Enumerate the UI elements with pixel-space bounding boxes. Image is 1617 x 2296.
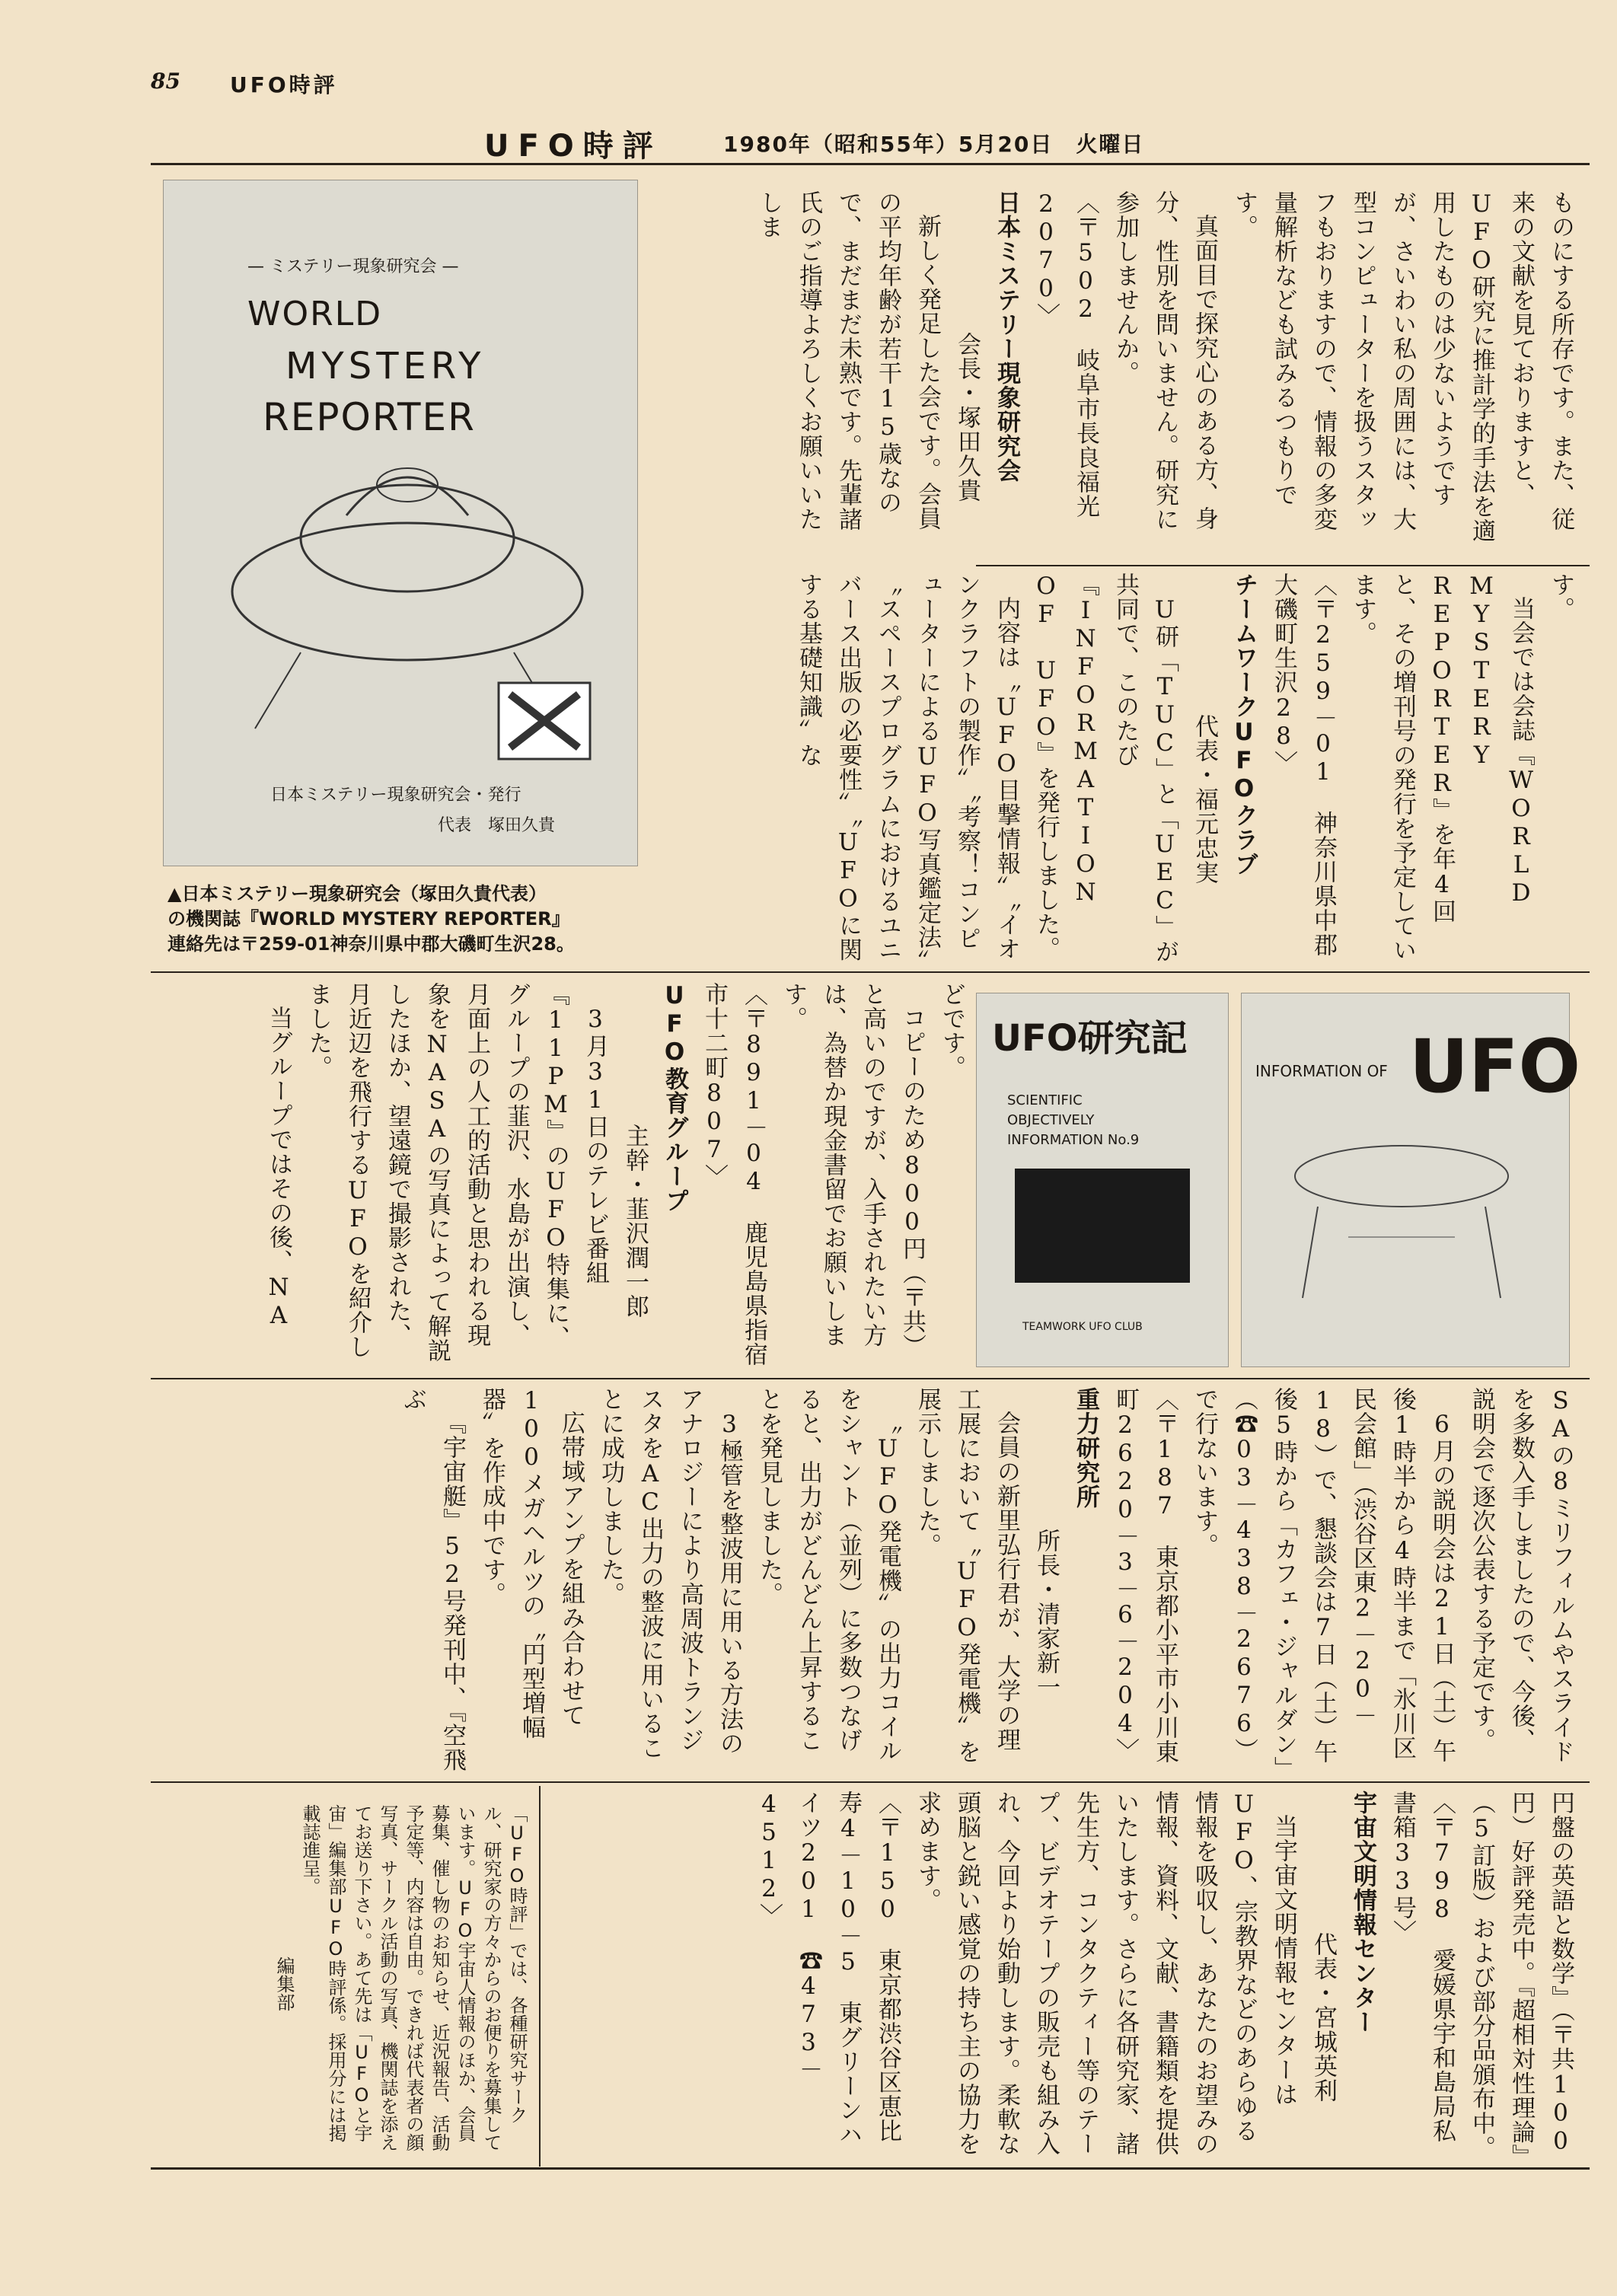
sketch-icon xyxy=(1272,1130,1531,1344)
notice-text: 「UFO時評」では、各種研究サークル、研究家の方々からのお便りを募集しています。UFO宇宙人情報のほか、会員募集、催し物のお知らせ、近況報告、活動予定等、内容は自由。できれば代表者の顔写真、サークル活動の写真、機関誌を添えてお送り下さい。あて先は「UFOと宇宙」編集部UFO時評係。採用分には掲載誌進呈。 xyxy=(299,1804,528,2151)
address: 〈〒259－01 神奈川県中郡大磯町生沢28〉 xyxy=(1270,572,1337,957)
paragraph: コピーのため800円（〒共）と高いのですが、入手されたい方は、為替か現金書留でお願いします。 xyxy=(780,982,926,1358)
ufo-kenkyuki-sub2: OBJECTIVELY xyxy=(1007,1112,1095,1128)
notice-signature: 編集部 xyxy=(273,1956,295,2011)
ufo-kenkyuki-footer: TEAMWORK UFO CLUB xyxy=(1022,1321,1143,1333)
masthead-date: 1980年（昭和55年）5月20日 火曜日 xyxy=(723,132,1145,157)
running-head: UFO時評 xyxy=(230,72,338,97)
ufo-kenkyuki-sub3: INFORMATION No.9 xyxy=(1007,1132,1140,1148)
paragraph: 新しく発足した会です。会員の平均年齢が若干15歳なので、まだまだ未熟です。先輩諸氏のご指導よろしくお願いいたしま xyxy=(755,190,941,531)
address: 〈〒187 東京都小平市小川東町2620－3－6－204〉 xyxy=(1111,1387,1178,1764)
submission-notice xyxy=(175,1804,530,2154)
paragraph: 真面目で探究心のある方、身分、性別を問いません。研究に参加しませんか。 xyxy=(1111,190,1218,531)
cover-line1: WORLD xyxy=(247,295,383,333)
paragraph: ものにする所存です。また、従来の文献を見ておりますと、UFO研究に推計学的手法を適用したものは少ないようですが、さいわい私の周囲には、大型コンピューターを扱うスタッフもおりますので、情報の多変量解析なども試みるつもりです。 xyxy=(1230,190,1574,543)
representative: 主幹・韮沢潤一郎 xyxy=(621,1124,649,1319)
address: 〈〒891－04 鹿児島県指宿市十二町807〉 xyxy=(700,982,767,1366)
address: 〈〒502 岐阜市長良福光2070〉 xyxy=(1032,190,1099,518)
paragraph: 3月31日のテレビ番組『11PM』のUFO特集に、グループの韮沢、水島が出演し、月面上の人工的活動と思われる現象をNASAの写真によって解説したほか、望遠鏡で撮影された、月近辺を飛行するUFOを紹介しました。 xyxy=(305,982,609,1363)
representative: 所長・清家新一 xyxy=(1032,1529,1060,1699)
org-name: チームワークUFOクラブ xyxy=(1230,572,1258,876)
ufo-kenkyuki-sub1: SCIENTIFIC xyxy=(1007,1092,1083,1108)
representative: 代表・宮城英利 xyxy=(1309,1932,1337,2103)
paragraph: 6月の説明会は21日（土）午後1時半から4時半まで「氷川区民会館」（渋谷区東2－20－18）で、懇談会は7日（土）午後5時から「カフェ・ジャルダン」（☎03－438－2676）で行ないます。 xyxy=(1191,1387,1456,1769)
paragraph: 会員の新里弘行君が、大学の理工展において〝UFO発電機〟を展示しました。 xyxy=(914,1387,1020,1764)
rule-1 xyxy=(151,971,1590,973)
info-ufo-prefix: INFORMATION OF xyxy=(1255,1062,1388,1080)
paragraph: 〝UFO発電機〟の出力コイルをシャント（並列）に多数つなげると、出力がどんどん上昇することを発見しました。 xyxy=(755,1387,901,1763)
cover-line2: MYSTERY xyxy=(285,345,486,387)
photo-world-mystery-reporter xyxy=(163,180,638,866)
paragraph: 『宇宙艇』52号発刊中、『空飛ぶ xyxy=(399,1387,466,1772)
cover-top-label: — ミステリー現象研究会 — xyxy=(247,257,459,276)
paragraph: 3極管を整波用に用いる方法のアナロジーにより高周波トランジスタをAC出力の整波に用いることに成功しました。 xyxy=(597,1387,743,1760)
org-name: UFO教育グループ xyxy=(661,982,688,1213)
representative: 会長・塚田久貴 xyxy=(953,332,981,502)
column-lower xyxy=(163,1387,1580,1775)
cover-footer1: 日本ミステリー現象研究会・発行 xyxy=(270,786,521,805)
caption-line: の機関誌『WORLD MYSTERY REPORTER』 xyxy=(167,908,570,930)
masthead-title: UFO時評 xyxy=(484,129,662,164)
paragraph: 当会では会誌『WORLD MYSTERY REPORTER』を年4回と、その増刊号の発行を予定しています。 xyxy=(1349,572,1535,962)
column-bottom xyxy=(550,1791,1580,2164)
address: 〈〒798 愛媛県宇和島局私書箱33号〉 xyxy=(1389,1791,1456,2143)
org-name: 日本ミステリー現象研究会 xyxy=(993,190,1020,483)
paragraph: す。 xyxy=(1547,572,1574,621)
photo-information-of-ufo xyxy=(1241,993,1581,1367)
paragraph: 広帯域アンプを組み合わせて100メガヘルツの〝円型増幅器〟を作成中です。 xyxy=(478,1387,585,1740)
paragraph: 内容は〝UFO目撃情報〟〝イオンクラフトの製作〟〝考察！コンピューターによるUFO写真鑑定法〟〝スペースプログラムにおけるユニバース出版の必要性〟〝UFOに関する基礎知識〟な xyxy=(795,572,1020,962)
rule-4 xyxy=(976,565,1590,566)
address: 〈〒150 東京都渋谷区恵比寿4－10－5 東グリーンハイツ201 ☎473－4512〉 xyxy=(755,1791,901,2147)
paragraph: どです。 xyxy=(938,982,965,1079)
column-top-right xyxy=(755,190,1580,554)
photo-caption xyxy=(167,882,575,957)
column-middle xyxy=(163,982,971,1370)
caption-line: 連絡先は〒259-01神奈川県中郡大磯町生沢28。 xyxy=(167,933,575,955)
org-name: 宇宙文明情報センター xyxy=(1349,1791,1376,2034)
info-ufo-title: UFO xyxy=(1409,1024,1581,1109)
paragraph: 円盤の英語と数学』（〒共100円）好評発売中。『超相対性理論』（5訂版）および部分品頒布中。 xyxy=(1468,1791,1574,2160)
cover-footer2: 代表 塚田久貴 xyxy=(438,816,556,835)
paragraph: U研「TUC」と「UEC」が共同で、このたび『INFORMATION OF UFO』を発行しました。 xyxy=(1032,572,1178,964)
photo-ufo-kenkyuki xyxy=(976,993,1229,1367)
page-number: 85 xyxy=(151,69,180,94)
notice-divider xyxy=(539,1786,541,2167)
caption-line: ▲日本ミステリー現象研究会（塚田久貴代表） xyxy=(167,883,547,904)
representative: 代表・福元忠実 xyxy=(1191,714,1218,885)
rule-3 xyxy=(151,1781,1590,1783)
rule-2 xyxy=(151,1378,1590,1379)
paragraph: 当グループではその後、NA xyxy=(265,1006,292,1330)
cover-line3: REPORTER xyxy=(263,395,476,439)
paragraph: 当宇宙文明情報センターはUFO、宗教界などのあらゆる情報を吸収し、あなたのお望みの情報、資料、文献、書籍類を提供いたします。さらに各研究家、諸先生方、コンタクティー等のテープ、ビデオテープの販売も組み入れ、今回より始動します。柔軟な頭脳と鋭い感覚の持ち主の協力を求めます。 xyxy=(914,1791,1297,2156)
ufo-photo-icon xyxy=(1015,1169,1190,1283)
paragraph: SAの8ミリフィルムやスライドを多数入手しましたので、今後、説明会で逐次公表する予定です。 xyxy=(1468,1387,1574,1764)
org-name: 重力研究所 xyxy=(1072,1387,1099,1509)
ufo-drawing-icon xyxy=(164,180,637,866)
ufo-kenkyuki-title: UFO研究記 xyxy=(992,1017,1188,1060)
column-mid-right xyxy=(795,572,1580,964)
